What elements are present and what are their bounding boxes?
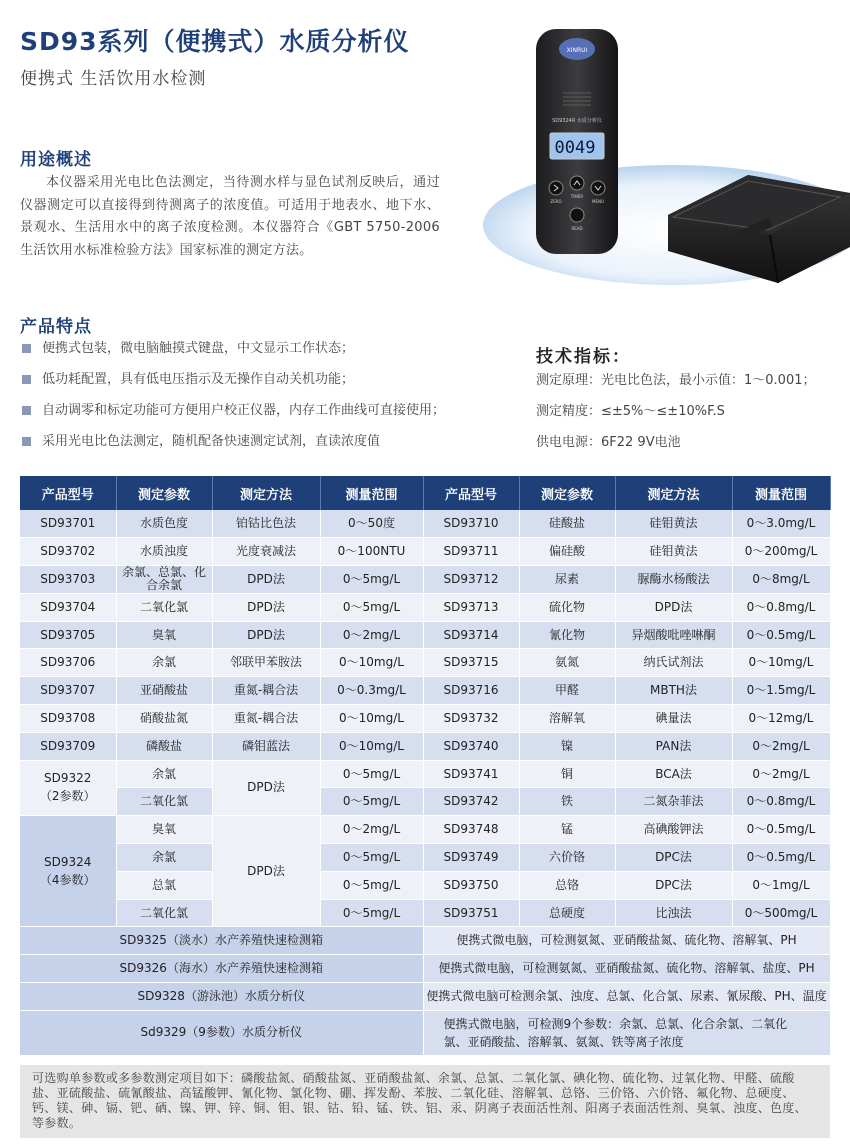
table-cell: 0～5mg/L (320, 593, 423, 621)
table-cell: 0～2mg/L (320, 816, 423, 844)
table-cell: SD93750 (423, 871, 519, 899)
product-table (20, 476, 831, 1056)
feature-item: 低功耗配置，具有低电压指示及无操作自动关机功能； (22, 371, 445, 402)
features-heading: 产品特点 (20, 317, 92, 337)
table-cell: 0～0.5mg/L (732, 621, 830, 649)
table-cell: 光度衰减法 (212, 538, 320, 566)
table-cell: 硅钼黄法 (615, 538, 732, 566)
usage-heading: 用途概述 (20, 150, 92, 170)
table-cell: 0～5mg/L (320, 871, 423, 899)
table-cell: DPC法 (615, 871, 732, 899)
page-subtitle: 便携式 生活饮用水检测 (20, 69, 207, 89)
table-row (20, 760, 830, 788)
bullet-icon (22, 344, 31, 353)
table-cell: 0～5mg/L (320, 760, 423, 788)
table-cell: 0～1mg/L (732, 871, 830, 899)
table-row (20, 955, 830, 983)
table-cell: 0～0.8mg/L (732, 593, 830, 621)
kit-name: SD9325（淡水）水产养殖快速检测箱 (20, 927, 423, 955)
table-row (20, 510, 830, 538)
table-cell: DPD法 (615, 593, 732, 621)
specs-heading: 技术指标： (536, 347, 631, 367)
table-cell: 二氮杂菲法 (615, 788, 732, 816)
table-cell: 余氯、总氯、化合余氯 (116, 566, 212, 594)
table-cell: PAN法 (615, 732, 732, 760)
table-cell: SD93702 (20, 538, 116, 566)
group-method-cell: DPD法 (212, 760, 320, 816)
table-cell: SD93707 (20, 677, 116, 705)
table-cell: 0～1.5mg/L (732, 677, 830, 705)
table-row (20, 538, 830, 566)
table-cell: 硝酸盐氮 (116, 705, 212, 733)
table-cell: 氰化物 (519, 621, 615, 649)
table-cell: SD93749 (423, 844, 519, 872)
table-cell: SD93715 (423, 649, 519, 677)
group-model-cell (20, 760, 116, 816)
table-cell: 0～12mg/L (732, 705, 830, 733)
features-list (22, 340, 445, 464)
btn-zero-label: ZERO (550, 199, 562, 204)
table-cell: 异烟酸吡唑啉酮 (615, 621, 732, 649)
table-cell: SD93713 (423, 593, 519, 621)
table-cell: 二氧化氯 (116, 593, 212, 621)
table-row (20, 871, 830, 899)
table-cell: 磷酸盐 (116, 732, 212, 760)
usage-text: 本仪器采用光电比色法测定，当待测水样与显色试剂反映后，通过仪器测定可以直接得到待测离子的浓度值。可适用于地表水、地下水、景观水、生活用水中的离子浓度检测。本仪器符合《GBT 5750-2006生活饮用水标准检验方法》国家标准的测定方法。 (20, 175, 440, 258)
table-row (20, 788, 830, 816)
table-cell: 0～0.5mg/L (732, 844, 830, 872)
table-cell: 硫化物 (519, 593, 615, 621)
table-cell: SD93751 (423, 899, 519, 927)
table-row (20, 732, 830, 760)
table-cell: SD93705 (20, 621, 116, 649)
table-cell: 锰 (519, 816, 615, 844)
kit-desc: 便携式微电脑，可检测9个参数：余氯、总氯、化合余氯、二氧化氯、亚硝酸盐、溶解氧、氨氮、铁等离子浓度 (423, 1010, 830, 1055)
table-cell: 溶解氧 (519, 705, 615, 733)
table-cell: BCA法 (615, 760, 732, 788)
btn-timer-label: TIMER (570, 194, 584, 199)
table-cell: DPD法 (212, 621, 320, 649)
table-cell: SD93703 (20, 566, 116, 594)
table-cell: 碘量法 (615, 705, 732, 733)
table-cell: SD93701 (20, 510, 116, 538)
table-cell: 0～5mg/L (320, 844, 423, 872)
table-cell: 六价铬 (519, 844, 615, 872)
table-cell: 氨氮 (519, 649, 615, 677)
table-cell: 邻联甲苯胺法 (212, 649, 320, 677)
table-cell: 0～10mg/L (320, 705, 423, 733)
table-cell: 甲醛 (519, 677, 615, 705)
table-cell: 0～10mg/L (320, 649, 423, 677)
table-row (20, 705, 830, 733)
kit-desc: 便携式微电脑可检测余氯、浊度、总氯、化合氯、尿素、氰尿酸、PH、温度 (423, 983, 830, 1011)
table-cell: 脲酶水杨酸法 (615, 566, 732, 594)
table-cell: 0～10mg/L (732, 649, 830, 677)
table-row (20, 983, 830, 1011)
table-cell: 硅酸盐 (519, 510, 615, 538)
table-row (20, 649, 830, 677)
table-cell: SD93742 (423, 788, 519, 816)
table-cell: 重氮-耦合法 (212, 677, 320, 705)
btn-read-label: READ (571, 226, 583, 231)
table-cell: SD93748 (423, 816, 519, 844)
device-display: 0049 (554, 138, 596, 158)
table-cell: 0～5mg/L (320, 899, 423, 927)
specs-list (536, 372, 816, 465)
table-cell: SD93714 (423, 621, 519, 649)
group-model-cell (20, 816, 116, 927)
table-cell: 0～5mg/L (320, 788, 423, 816)
kit-name: SD9326（海水）水产养殖快速检测箱 (20, 955, 423, 983)
table-cell: 磷钼蓝法 (212, 732, 320, 760)
table-cell: 余氯 (116, 844, 212, 872)
table-cell: 水质色度 (116, 510, 212, 538)
table-cell: 亚硝酸盐 (116, 677, 212, 705)
table-cell: 铜 (519, 760, 615, 788)
col-header: 产品型号 (423, 476, 519, 510)
kit-name: SD9328（游泳池）水质分析仪 (20, 983, 423, 1011)
table-cell: SD93709 (20, 732, 116, 760)
table-cell: 偏硅酸 (519, 538, 615, 566)
table-cell: 余氯 (116, 649, 212, 677)
table-cell: 水质浊度 (116, 538, 212, 566)
table-cell: DPC法 (615, 844, 732, 872)
table-cell: 铁 (519, 788, 615, 816)
kit-name: Sd9329（9参数）水质分析仪 (20, 1010, 423, 1055)
table-row (20, 816, 830, 844)
table-cell: SD93706 (20, 649, 116, 677)
group-model: SD9324 (44, 854, 92, 869)
table-row (20, 593, 830, 621)
table-cell: 0～2mg/L (732, 732, 830, 760)
table-cell: 总铬 (519, 871, 615, 899)
device-model-label: SD9324R 水质分析仪 (552, 118, 602, 124)
table-cell: SD93716 (423, 677, 519, 705)
col-header: 测定参数 (116, 476, 212, 510)
table-cell: 镍 (519, 732, 615, 760)
analyzer-device (536, 29, 618, 254)
table-cell: 高碘酸钾法 (615, 816, 732, 844)
table-cell: 0～50度 (320, 510, 423, 538)
col-header: 产品型号 (20, 476, 116, 510)
table-cell: DPD法 (212, 593, 320, 621)
table-row (20, 677, 830, 705)
device-brand: XINRUI (566, 47, 588, 54)
col-header: 测定方法 (212, 476, 320, 510)
table-cell: 铂钴比色法 (212, 510, 320, 538)
spec-item: 测定精度：≤±5%～≤±10%F.S (536, 404, 725, 419)
table-cell: SD93740 (423, 732, 519, 760)
table-row (20, 621, 830, 649)
table-cell: 比浊法 (615, 899, 732, 927)
table-cell: 0～0.8mg/L (732, 788, 830, 816)
table-cell: 总氯 (116, 871, 212, 899)
table-cell: 二氧化氯 (116, 899, 212, 927)
table-cell: SD93712 (423, 566, 519, 594)
product-image (478, 25, 850, 290)
table-cell: 二氧化氯 (116, 788, 212, 816)
bullet-icon (22, 437, 31, 446)
feature-item: 自动调零和标定功能可方便用户校正仪器，内存工作曲线可直接使用； (22, 402, 445, 433)
spec-item: 测定原理：光电比色法，最小示值：1～0.001； (536, 373, 816, 388)
table-cell: 0～8mg/L (732, 566, 830, 594)
table-cell: 0～10mg/L (320, 732, 423, 760)
bullet-icon (22, 406, 31, 415)
table-cell: 0～500mg/L (732, 899, 830, 927)
group-model: SD9322 (44, 771, 92, 786)
feature-item: 采用光电比色法测定，随机配备快速测定试剂，直读浓度值 (22, 433, 445, 464)
group-params-count: （2参数） (39, 789, 96, 804)
col-header: 测定方法 (615, 476, 732, 510)
kit-desc: 便携式微电脑，可检测氨氮、亚硝酸盐氮、硫化物、溶解氧、PH (423, 927, 830, 955)
table-cell: 0～0.3mg/L (320, 677, 423, 705)
col-header: 测定参数 (519, 476, 615, 510)
group-method-cell: DPD法 (212, 816, 320, 927)
table-cell: 0～2mg/L (732, 760, 830, 788)
optional-items-note: 可选购单参数或多参数测定项目如下：磷酸盐氮、硝酸盐氮、亚硝酸盐氮、余氯、总氯、二氧化氯、碘化物、硫化物、过氧化物、甲醛、硫酸盐、亚硫酸盐、硫氰酸盐、高锰酸钾、氰化物、氯化物、硼、挥发酚、苯胺、二氧化硅、溶解氧、总铬、三价铬、六价铬、氟化物、总硬度、钙、镁、砷、镉、钯、硒、镍、钾、锌、铜、钼、银、钴、铅、锰、铁、铝、汞、阴离子表面活性剂、阳离子表面活性剂、臭氧、浊度、色度、等参数。 (20, 1065, 830, 1138)
feature-item: 便携式包装，微电脑触摸式键盘，中文显示工作状态； (22, 340, 445, 371)
table-row (20, 566, 830, 594)
table-cell: 尿素 (519, 566, 615, 594)
table-cell: SD93741 (423, 760, 519, 788)
table-cell: 余氯 (116, 760, 212, 788)
col-header: 测量范围 (732, 476, 830, 510)
table-cell: 臭氧 (116, 816, 212, 844)
table-row (20, 844, 830, 872)
table-cell: SD93710 (423, 510, 519, 538)
table-cell: 0～2mg/L (320, 621, 423, 649)
table-cell: 0～200mg/L (732, 538, 830, 566)
table-cell: 0～100NTU (320, 538, 423, 566)
btn-menu-label: MENU (592, 199, 604, 204)
table-cell: 0～0.5mg/L (732, 816, 830, 844)
table-row (20, 1010, 830, 1055)
page-title: SD93系列（便携式）水质分析仪 (20, 27, 410, 56)
table-cell: 臭氧 (116, 621, 212, 649)
table-cell: DPD法 (212, 566, 320, 594)
table-cell: 重氮-耦合法 (212, 705, 320, 733)
table-cell: SD93708 (20, 705, 116, 733)
table-cell: MBTH法 (615, 677, 732, 705)
table-row (20, 927, 830, 955)
table-cell: 纳氏试剂法 (615, 649, 732, 677)
kit-desc: 便携式微电脑，可检测氨氮、亚硝酸盐氮、硫化物、溶解氧、盐度、PH (423, 955, 830, 983)
table-cell: SD93732 (423, 705, 519, 733)
table-cell: 0～5mg/L (320, 566, 423, 594)
spec-item: 供电电源：6F22 9V电池 (536, 435, 681, 450)
table-cell: 硅钼黄法 (615, 510, 732, 538)
table-cell: 总硬度 (519, 899, 615, 927)
table-cell: SD93704 (20, 593, 116, 621)
group-params-count: （4参数） (39, 872, 96, 887)
table-cell: 0～3.0mg/L (732, 510, 830, 538)
table-row (20, 899, 830, 927)
table-cell: SD93711 (423, 538, 519, 566)
col-header: 测量范围 (320, 476, 423, 510)
table-header-row (20, 476, 830, 510)
bullet-icon (22, 375, 31, 384)
